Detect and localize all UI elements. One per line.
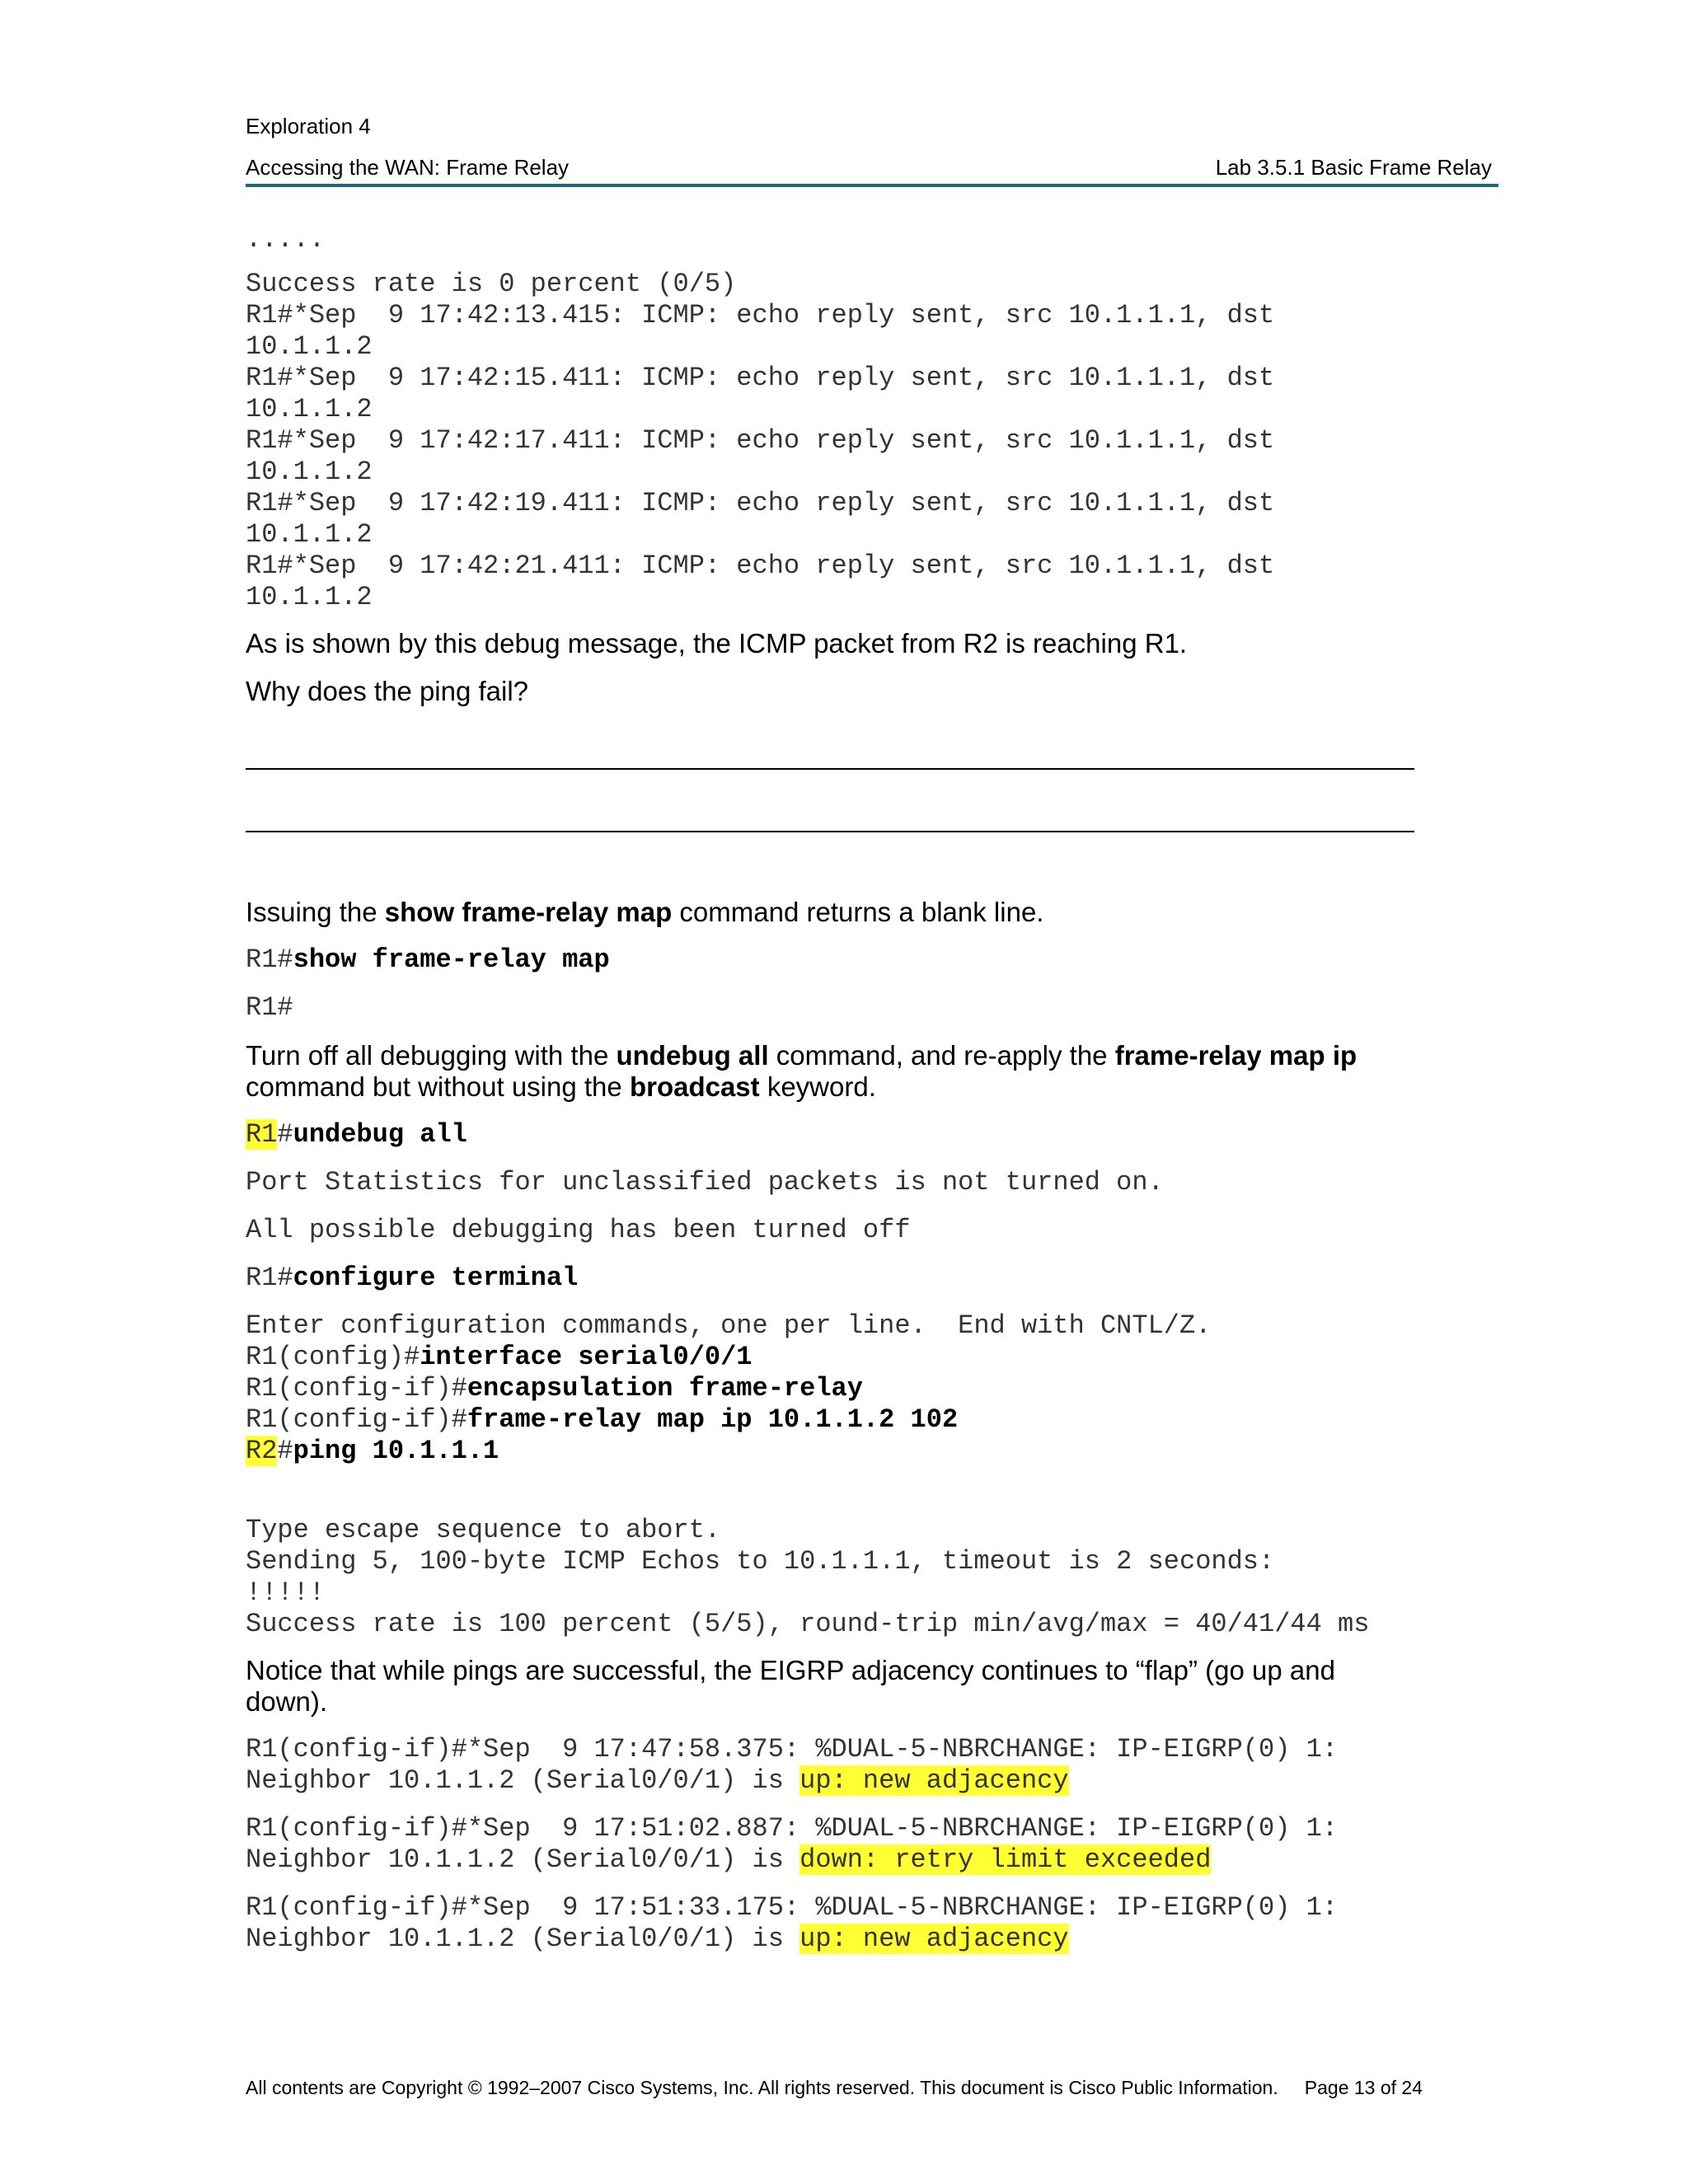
icmp-line-cont: 10.1.1.2	[246, 582, 373, 612]
para-turn-off	[246, 1040, 1498, 1103]
cmd-text: frame-relay map ip	[1114, 1040, 1357, 1071]
highlighted-router: R1	[246, 1119, 278, 1150]
para-why-fail: Why does the ping fail?	[246, 676, 529, 706]
cmd-undebug-all	[246, 1119, 1498, 1151]
text: Neighbor 10.1.1.2 (Serial0/0/1) is	[246, 1924, 800, 1954]
prompt: #	[277, 1119, 293, 1150]
cmd-show-frame-relay-map	[246, 944, 1498, 976]
text: command, and re-apply the	[768, 1040, 1115, 1071]
eigrp-log-entry	[246, 1892, 1498, 1955]
text: Issuing the	[246, 897, 385, 927]
eigrp-log-entry	[246, 1813, 1498, 1876]
cmd-configure-terminal	[246, 1263, 1498, 1294]
sending-line: Sending 5, 100-byte ICMP Echos to 10.1.1.1, timeout is 2 seconds:	[246, 1546, 1275, 1577]
para-issuing	[246, 897, 1498, 928]
answer-line-2[interactable]	[246, 831, 1414, 832]
prompt: #	[277, 1436, 293, 1466]
all-debug-off-line: All possible debugging has been turned off	[246, 1215, 911, 1245]
command: ping 10.1.1.1	[293, 1436, 499, 1466]
ping-success-bangs: !!!!!	[246, 1577, 326, 1608]
cmd-encapsulation	[246, 1373, 1498, 1404]
cmd-text: broadcast	[629, 1071, 760, 1102]
command: show frame-relay map	[293, 944, 610, 975]
command: configure terminal	[293, 1263, 579, 1293]
cmd-interface	[246, 1342, 1498, 1373]
prompt: R1#	[246, 1263, 293, 1293]
eigrp-line-cont	[246, 1844, 1498, 1876]
cmd-frame-relay-map	[246, 1404, 1498, 1436]
highlighted-status: up: new adjacency	[799, 1924, 1069, 1954]
prompt-line: R1#	[246, 992, 293, 1023]
prompt: R1(config-if)#	[246, 1373, 467, 1404]
prompt: R1(config-if)#	[246, 1404, 467, 1435]
cmd-ping	[246, 1436, 1498, 1467]
eigrp-log-entry	[246, 1734, 1498, 1797]
icmp-debug-block	[246, 300, 1498, 613]
command: interface serial0/0/1	[420, 1342, 753, 1372]
prompt: R1(config)#	[246, 1342, 420, 1372]
header-lab: Lab 3.5.1 Basic Frame Relay	[1215, 155, 1492, 180]
header-rule	[246, 184, 1498, 187]
para-debug-message: As is shown by this debug message, the ICMP packet from R2 is reaching R1.	[246, 628, 1188, 658]
text: keyword.	[759, 1071, 876, 1102]
cmd-text: show frame-relay map	[384, 897, 673, 927]
icmp-line: R1#*Sep 9 17:42:17.411: ICMP: echo reply sent, src 10.1.1.1, dst	[246, 425, 1275, 456]
type-escape-line: Type escape sequence to abort.	[246, 1515, 721, 1545]
icmp-line-cont: 10.1.1.2	[246, 331, 373, 362]
page-number: Page 13 of 24	[1304, 2077, 1423, 2098]
icmp-line: R1#*Sep 9 17:42:19.411: ICMP: echo reply sent, src 10.1.1.1, dst	[246, 488, 1275, 518]
command: frame-relay map ip 10.1.1.2 102	[467, 1404, 959, 1435]
para-notice-flap: Notice that while pings are successful, the EIGRP adjacency continues to “flap” (go up and down).	[246, 1655, 1335, 1717]
success-rate-zero: Success rate is 0 percent (0/5)	[246, 269, 737, 299]
cmd-text: undebug all	[616, 1040, 769, 1071]
port-stats-line: Port Statistics for unclassified packets is not turned on.	[246, 1167, 1164, 1197]
header-course: Accessing the WAN: Frame Relay	[246, 155, 570, 180]
eigrp-line: R1(config-if)#*Sep 9 17:47:58.375: %DUAL-5-NBRCHANGE: IP-EIGRP(0) 1:	[246, 1734, 1339, 1765]
eigrp-line: R1(config-if)#*Sep 9 17:51:02.887: %DUAL-5-NBRCHANGE: IP-EIGRP(0) 1:	[246, 1813, 1339, 1844]
icmp-line: R1#*Sep 9 17:42:15.411: ICMP: echo reply sent, src 10.1.1.1, dst	[246, 363, 1275, 393]
text: command returns a blank line.	[672, 897, 1044, 927]
success-rate-full: Success rate is 100 percent (5/5), round-trip min/avg/max = 40/41/44 ms	[246, 1609, 1370, 1639]
enter-config-line: Enter configuration commands, one per line. End with CNTL/Z.	[246, 1310, 1212, 1341]
text: Neighbor 10.1.1.2 (Serial0/0/1) is	[246, 1844, 800, 1875]
eigrp-line-cont	[246, 1924, 1498, 1955]
icmp-line-cont: 10.1.1.2	[246, 457, 373, 487]
ping-dots: .....	[246, 224, 326, 255]
eigrp-line-cont	[246, 1765, 1498, 1797]
command: encapsulation frame-relay	[467, 1373, 863, 1404]
answer-line-1[interactable]	[246, 768, 1414, 770]
eigrp-line: R1(config-if)#*Sep 9 17:51:33.175: %DUAL-5-NBRCHANGE: IP-EIGRP(0) 1:	[246, 1892, 1339, 1923]
icmp-line-cont: 10.1.1.2	[246, 394, 373, 424]
highlighted-status: down: retry limit exceeded	[799, 1844, 1212, 1875]
icmp-line: R1#*Sep 9 17:42:21.411: ICMP: echo reply sent, src 10.1.1.1, dst	[246, 551, 1275, 581]
page-footer	[246, 2077, 1423, 2099]
page-content	[246, 224, 1498, 1955]
text: command but without using the	[246, 1071, 630, 1102]
text: Neighbor 10.1.1.2 (Serial0/0/1) is	[246, 1765, 800, 1796]
prompt: R1#	[246, 944, 293, 975]
icmp-line-cont: 10.1.1.2	[246, 519, 373, 550]
highlighted-router: R2	[246, 1436, 278, 1466]
icmp-line: R1#*Sep 9 17:42:13.415: ICMP: echo reply sent, src 10.1.1.1, dst	[246, 300, 1275, 330]
header-series: Exploration 4	[246, 114, 371, 138]
text: Turn off all debugging with the	[246, 1040, 617, 1071]
copyright-text: All contents are Copyright © 1992–2007 Cisco Systems, Inc. All rights reserved. This document is Cisco Public Information.	[246, 2077, 1278, 2098]
command: undebug all	[293, 1119, 467, 1150]
highlighted-status: up: new adjacency	[799, 1765, 1069, 1796]
